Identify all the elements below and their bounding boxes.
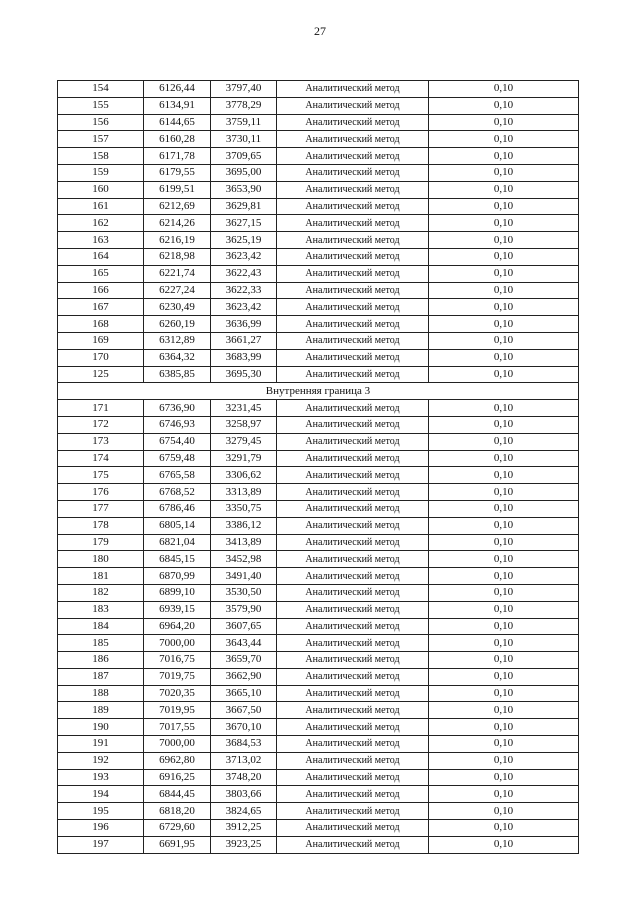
y-coordinate-cell: 3622,43 [211,265,277,282]
accuracy-cell: 0,10 [429,702,579,719]
accuracy-cell: 0,10 [429,668,579,685]
table-row [58,517,579,534]
method-cell: Аналитический метод [277,282,429,299]
method-cell: Аналитический метод [277,635,429,652]
accuracy-cell: 0,10 [429,450,579,467]
table-row [58,332,579,349]
table-row [58,114,579,131]
method-cell: Аналитический метод [277,181,429,198]
accuracy-cell: 0,10 [429,232,579,249]
x-coordinate-cell: 6227,24 [144,282,211,299]
x-coordinate-cell: 6691,95 [144,836,211,853]
method-cell: Аналитический метод [277,820,429,837]
x-coordinate-cell: 6160,28 [144,131,211,148]
x-coordinate-cell: 6870,99 [144,568,211,585]
accuracy-cell: 0,10 [429,803,579,820]
point-number-cell: 187 [58,668,144,685]
x-coordinate-cell: 6729,60 [144,820,211,837]
accuracy-cell: 0,10 [429,500,579,517]
x-coordinate-cell: 7020,35 [144,685,211,702]
y-coordinate-cell: 3662,90 [211,668,277,685]
x-coordinate-cell: 6212,69 [144,198,211,215]
method-cell: Аналитический метод [277,685,429,702]
method-cell: Аналитический метод [277,534,429,551]
y-coordinate-cell: 3748,20 [211,769,277,786]
x-coordinate-cell: 7019,95 [144,702,211,719]
point-number-cell: 181 [58,568,144,585]
point-number-cell: 154 [58,81,144,98]
x-coordinate-cell: 6126,44 [144,81,211,98]
method-cell: Аналитический метод [277,299,429,316]
table-row [58,433,579,450]
y-coordinate-cell: 3653,90 [211,181,277,198]
method-cell: Аналитический метод [277,198,429,215]
y-coordinate-cell: 3683,99 [211,349,277,366]
method-cell: Аналитический метод [277,148,429,165]
point-number-cell: 193 [58,769,144,786]
accuracy-cell: 0,10 [429,349,579,366]
y-coordinate-cell: 3313,89 [211,484,277,501]
x-coordinate-cell: 6171,78 [144,148,211,165]
table-row [58,601,579,618]
point-number-cell: 179 [58,534,144,551]
point-number-cell: 157 [58,131,144,148]
y-coordinate-cell: 3231,45 [211,400,277,417]
x-coordinate-cell: 6134,91 [144,97,211,114]
table-row [58,400,579,417]
table-row [58,148,579,165]
y-coordinate-cell: 3607,65 [211,618,277,635]
y-coordinate-cell: 3623,42 [211,299,277,316]
y-coordinate-cell: 3803,66 [211,786,277,803]
table-row [58,81,579,98]
x-coordinate-cell: 6754,40 [144,433,211,450]
accuracy-cell: 0,10 [429,332,579,349]
point-number-cell: 155 [58,97,144,114]
accuracy-cell: 0,10 [429,416,579,433]
point-number-cell: 173 [58,433,144,450]
y-coordinate-cell: 3695,00 [211,164,277,181]
accuracy-cell: 0,10 [429,265,579,282]
point-number-cell: 182 [58,584,144,601]
x-coordinate-cell: 6939,15 [144,601,211,618]
table-row [58,316,579,333]
accuracy-cell: 0,10 [429,752,579,769]
table-row [58,719,579,736]
table-row [58,568,579,585]
method-cell: Аналитический метод [277,97,429,114]
point-number-cell: 177 [58,500,144,517]
x-coordinate-cell: 6821,04 [144,534,211,551]
method-cell: Аналитический метод [277,433,429,450]
point-number-cell: 164 [58,248,144,265]
table-row [58,366,579,383]
method-cell: Аналитический метод [277,769,429,786]
method-cell: Аналитический метод [277,702,429,719]
method-cell: Аналитический метод [277,131,429,148]
x-coordinate-cell: 6899,10 [144,584,211,601]
table-row [58,164,579,181]
accuracy-cell: 0,10 [429,769,579,786]
table-row [58,467,579,484]
table-row [58,181,579,198]
accuracy-cell: 0,10 [429,652,579,669]
accuracy-cell: 0,10 [429,467,579,484]
accuracy-cell: 0,10 [429,282,579,299]
accuracy-cell: 0,10 [429,215,579,232]
x-coordinate-cell: 6759,48 [144,450,211,467]
method-cell: Аналитический метод [277,719,429,736]
method-cell: Аналитический метод [277,568,429,585]
method-cell: Аналитический метод [277,786,429,803]
x-coordinate-cell: 6214,26 [144,215,211,232]
y-coordinate-cell: 3622,33 [211,282,277,299]
accuracy-cell: 0,10 [429,316,579,333]
point-number-cell: 161 [58,198,144,215]
section-header-row [58,383,579,400]
x-coordinate-cell: 7016,75 [144,652,211,669]
y-coordinate-cell: 3413,89 [211,534,277,551]
method-cell: Аналитический метод [277,248,429,265]
method-cell: Аналитический метод [277,752,429,769]
accuracy-cell: 0,10 [429,248,579,265]
method-cell: Аналитический метод [277,500,429,517]
table-row [58,551,579,568]
x-coordinate-cell: 6844,45 [144,786,211,803]
point-number-cell: 125 [58,366,144,383]
x-coordinate-cell: 6216,19 [144,232,211,249]
accuracy-cell: 0,10 [429,198,579,215]
x-coordinate-cell: 6818,20 [144,803,211,820]
table-row [58,668,579,685]
x-coordinate-cell: 6768,52 [144,484,211,501]
accuracy-cell: 0,10 [429,433,579,450]
point-number-cell: 171 [58,400,144,417]
coordinates-table-part1 [58,81,579,383]
point-number-cell: 166 [58,282,144,299]
accuracy-cell: 0,10 [429,551,579,568]
y-coordinate-cell: 3386,12 [211,517,277,534]
point-number-cell: 188 [58,685,144,702]
point-number-cell: 160 [58,181,144,198]
x-coordinate-cell: 6179,55 [144,164,211,181]
section-title: Внутренняя граница 3 [58,383,579,400]
accuracy-cell: 0,10 [429,400,579,417]
y-coordinate-cell: 3636,99 [211,316,277,333]
point-number-cell: 194 [58,786,144,803]
y-coordinate-cell: 3667,50 [211,702,277,719]
y-coordinate-cell: 3452,98 [211,551,277,568]
method-cell: Аналитический метод [277,450,429,467]
x-coordinate-cell: 6845,15 [144,551,211,568]
accuracy-cell: 0,10 [429,534,579,551]
point-number-cell: 195 [58,803,144,820]
table-row [58,534,579,551]
point-number-cell: 172 [58,416,144,433]
section-row-group [58,383,579,400]
x-coordinate-cell: 6385,85 [144,366,211,383]
y-coordinate-cell: 3643,44 [211,635,277,652]
table-row [58,584,579,601]
method-cell: Аналитический метод [277,114,429,131]
point-number-cell: 186 [58,652,144,669]
x-coordinate-cell: 6144,65 [144,114,211,131]
accuracy-cell: 0,10 [429,164,579,181]
table-row [58,702,579,719]
x-coordinate-cell: 7019,75 [144,668,211,685]
table-row [58,248,579,265]
point-number-cell: 185 [58,635,144,652]
method-cell: Аналитический метод [277,668,429,685]
accuracy-cell: 0,10 [429,114,579,131]
point-number-cell: 190 [58,719,144,736]
point-number-cell: 197 [58,836,144,853]
y-coordinate-cell: 3912,25 [211,820,277,837]
point-number-cell: 189 [58,702,144,719]
accuracy-cell: 0,10 [429,97,579,114]
method-cell: Аналитический метод [277,349,429,366]
accuracy-cell: 0,10 [429,820,579,837]
point-number-cell: 180 [58,551,144,568]
method-cell: Аналитический метод [277,81,429,98]
accuracy-cell: 0,10 [429,786,579,803]
table-row [58,131,579,148]
x-coordinate-cell: 6218,98 [144,248,211,265]
table-row [58,484,579,501]
point-number-cell: 168 [58,316,144,333]
x-coordinate-cell: 6230,49 [144,299,211,316]
table-row [58,282,579,299]
x-coordinate-cell: 6736,90 [144,400,211,417]
method-cell: Аналитический метод [277,232,429,249]
method-cell: Аналитический метод [277,652,429,669]
y-coordinate-cell: 3661,27 [211,332,277,349]
x-coordinate-cell: 6221,74 [144,265,211,282]
point-number-cell: 156 [58,114,144,131]
table-row [58,500,579,517]
table-row [58,349,579,366]
x-coordinate-cell: 6364,32 [144,349,211,366]
table-row [58,618,579,635]
method-cell: Аналитический метод [277,736,429,753]
y-coordinate-cell: 3695,30 [211,366,277,383]
y-coordinate-cell: 3778,29 [211,97,277,114]
x-coordinate-cell: 7017,55 [144,719,211,736]
accuracy-cell: 0,10 [429,484,579,501]
method-cell: Аналитический метод [277,366,429,383]
method-cell: Аналитический метод [277,164,429,181]
table-row [58,786,579,803]
accuracy-cell: 0,10 [429,736,579,753]
x-coordinate-cell: 6962,80 [144,752,211,769]
accuracy-cell: 0,10 [429,81,579,98]
y-coordinate-cell: 3709,65 [211,148,277,165]
method-cell: Аналитический метод [277,332,429,349]
y-coordinate-cell: 3713,02 [211,752,277,769]
x-coordinate-cell: 6805,14 [144,517,211,534]
y-coordinate-cell: 3659,70 [211,652,277,669]
method-cell: Аналитический метод [277,467,429,484]
method-cell: Аналитический метод [277,517,429,534]
point-number-cell: 163 [58,232,144,249]
point-number-cell: 167 [58,299,144,316]
x-coordinate-cell: 7000,00 [144,635,211,652]
point-number-cell: 159 [58,164,144,181]
table-row [58,450,579,467]
table-row [58,652,579,669]
table-row [58,752,579,769]
x-coordinate-cell: 6765,58 [144,467,211,484]
method-cell: Аналитический метод [277,803,429,820]
page-number: 27 [314,24,326,38]
y-coordinate-cell: 3629,81 [211,198,277,215]
method-cell: Аналитический метод [277,400,429,417]
y-coordinate-cell: 3623,42 [211,248,277,265]
accuracy-cell: 0,10 [429,148,579,165]
y-coordinate-cell: 3684,53 [211,736,277,753]
method-cell: Аналитический метод [277,551,429,568]
y-coordinate-cell: 3627,15 [211,215,277,232]
accuracy-cell: 0,10 [429,568,579,585]
y-coordinate-cell: 3797,40 [211,81,277,98]
point-number-cell: 192 [58,752,144,769]
accuracy-cell: 0,10 [429,366,579,383]
y-coordinate-cell: 3665,10 [211,685,277,702]
table-row [58,416,579,433]
table-row [58,232,579,249]
y-coordinate-cell: 3625,19 [211,232,277,249]
point-number-cell: 158 [58,148,144,165]
x-coordinate-cell: 6786,46 [144,500,211,517]
method-cell: Аналитический метод [277,265,429,282]
table-row [58,736,579,753]
accuracy-cell: 0,10 [429,181,579,198]
accuracy-cell: 0,10 [429,131,579,148]
x-coordinate-cell: 6199,51 [144,181,211,198]
y-coordinate-cell: 3279,45 [211,433,277,450]
accuracy-cell: 0,10 [429,584,579,601]
point-number-cell: 165 [58,265,144,282]
y-coordinate-cell: 3530,50 [211,584,277,601]
table-row [58,215,579,232]
coordinates-table [57,80,579,854]
point-number-cell: 196 [58,820,144,837]
coordinates-table-part2 [58,400,579,854]
method-cell: Аналитический метод [277,416,429,433]
point-number-cell: 170 [58,349,144,366]
x-coordinate-cell: 6916,25 [144,769,211,786]
point-number-cell: 184 [58,618,144,635]
accuracy-cell: 0,10 [429,618,579,635]
method-cell: Аналитический метод [277,618,429,635]
table-row [58,97,579,114]
y-coordinate-cell: 3258,97 [211,416,277,433]
accuracy-cell: 0,10 [429,685,579,702]
table-row [58,803,579,820]
table-row [58,265,579,282]
point-number-cell: 174 [58,450,144,467]
point-number-cell: 183 [58,601,144,618]
accuracy-cell: 0,10 [429,719,579,736]
y-coordinate-cell: 3759,11 [211,114,277,131]
point-number-cell: 178 [58,517,144,534]
y-coordinate-cell: 3730,11 [211,131,277,148]
method-cell: Аналитический метод [277,601,429,618]
x-coordinate-cell: 7000,00 [144,736,211,753]
point-number-cell: 169 [58,332,144,349]
accuracy-cell: 0,10 [429,299,579,316]
table-row [58,836,579,853]
y-coordinate-cell: 3824,65 [211,803,277,820]
method-cell: Аналитический метод [277,836,429,853]
point-number-cell: 175 [58,467,144,484]
table-row [58,685,579,702]
x-coordinate-cell: 6312,89 [144,332,211,349]
accuracy-cell: 0,10 [429,836,579,853]
method-cell: Аналитический метод [277,316,429,333]
x-coordinate-cell: 6964,20 [144,618,211,635]
method-cell: Аналитический метод [277,215,429,232]
accuracy-cell: 0,10 [429,635,579,652]
table-row [58,820,579,837]
accuracy-cell: 0,10 [429,517,579,534]
method-cell: Аналитический метод [277,484,429,501]
table-row [58,769,579,786]
table-row [58,299,579,316]
y-coordinate-cell: 3923,25 [211,836,277,853]
y-coordinate-cell: 3579,90 [211,601,277,618]
point-number-cell: 162 [58,215,144,232]
y-coordinate-cell: 3306,62 [211,467,277,484]
table-row [58,635,579,652]
y-coordinate-cell: 3350,75 [211,500,277,517]
point-number-cell: 176 [58,484,144,501]
method-cell: Аналитический метод [277,584,429,601]
x-coordinate-cell: 6260,19 [144,316,211,333]
y-coordinate-cell: 3291,79 [211,450,277,467]
accuracy-cell: 0,10 [429,601,579,618]
x-coordinate-cell: 6746,93 [144,416,211,433]
table-row [58,198,579,215]
y-coordinate-cell: 3670,10 [211,719,277,736]
y-coordinate-cell: 3491,40 [211,568,277,585]
point-number-cell: 191 [58,736,144,753]
